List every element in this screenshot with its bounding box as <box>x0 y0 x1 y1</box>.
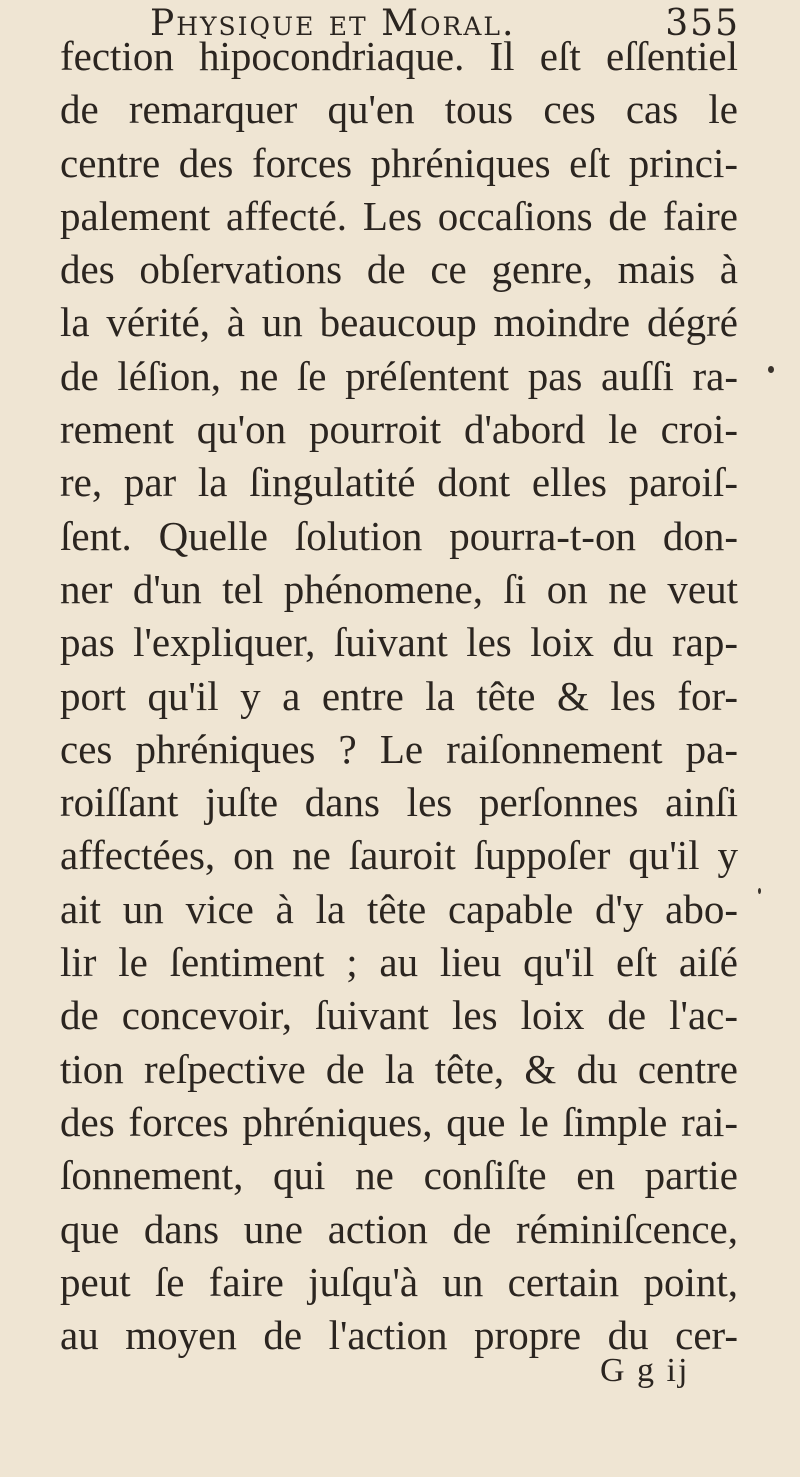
text-line: que dans une action de réminiſcence, <box>60 1205 738 1252</box>
text-line: rement qu'on pourroit d'abord le croi- <box>60 406 738 453</box>
text-line: ſent. Quelle ſolution pourra-t-on don- <box>60 512 738 559</box>
text-line: re, par la ſingulatité dont elles paroiſ- <box>60 459 738 506</box>
text-line: au moyen de l'action propre du cer- <box>60 1312 738 1359</box>
text-line: ces phréniques ? Le raiſonnement pa- <box>60 725 738 772</box>
text-line: ait un vice à la tête capable d'y abo- <box>60 885 738 932</box>
text-line: peut ſe faire juſqu'à un certain point, <box>60 1258 738 1305</box>
text-line: ner d'un tel phénomene, ſi on ne veut <box>60 565 738 612</box>
page-number: 355 <box>665 3 740 44</box>
text-line: centre des forces phréniques eſt princi- <box>60 139 738 186</box>
text-line: ſonnement, qui ne conſiſte en partie <box>60 1152 738 1199</box>
text-line: la vérité, à un beaucoup moindre dégré <box>60 299 738 346</box>
page-body-text <box>60 30 738 1362</box>
running-title: Physique et Moral. <box>150 3 516 44</box>
text-line: de remarquer qu'en tous ces cas le <box>60 86 738 133</box>
ink-speck <box>768 366 774 373</box>
text-line: port qu'il y a entre la tête & les for- <box>60 672 738 719</box>
text-line: affectées, on ne ſauroit ſuppoſer qu'il y <box>60 832 738 879</box>
text-line: pas l'expliquer, ſuivant les loix du rap- <box>60 619 738 666</box>
text-line: tion reſpective de la tête, & du centre <box>60 1045 738 1092</box>
text-line: fection hipocondriaque. Il eſt eſſentiel <box>60 33 738 79</box>
text-line: de concevoir, ſuivant les loix de l'ac- <box>60 992 738 1039</box>
text-line: des obſervations de ce genre, mais à <box>60 246 738 293</box>
text-line: roiſſant juſte dans les perſonnes ainſi <box>60 779 738 826</box>
text-line: de léſion, ne ſe préſentent pas auſſi ra- <box>60 352 738 399</box>
signature-mark: G g ij <box>600 1352 690 1389</box>
text-line: lir le ſentiment ; au lieu qu'il eſt aiſé <box>60 939 738 986</box>
ink-speck <box>758 888 761 894</box>
text-line: des forces phréniques, que le ſimple rai- <box>60 1098 738 1145</box>
text-line: palement affecté. Les occaſions de faire <box>60 192 738 239</box>
